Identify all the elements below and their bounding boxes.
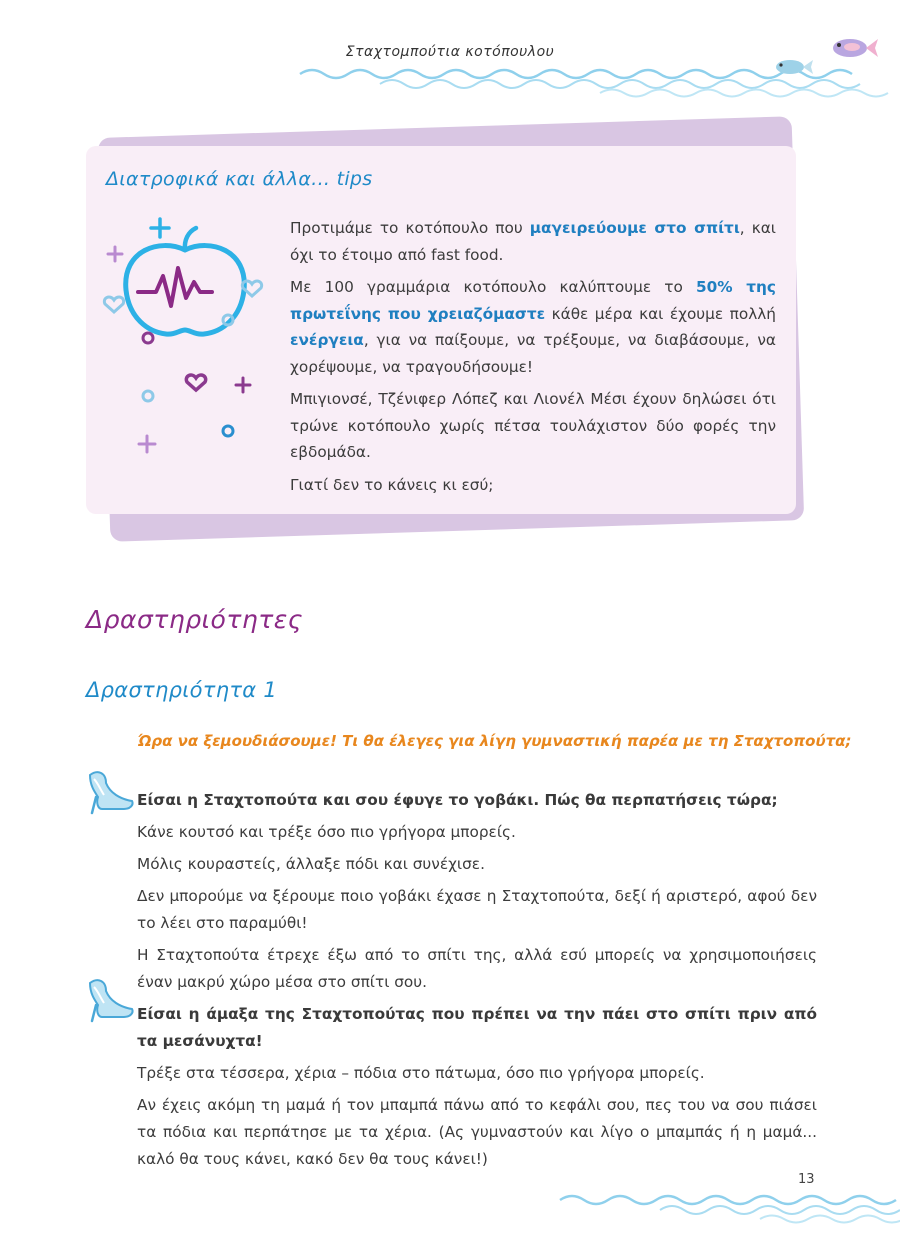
tips-paragraph-2: Με 100 γραμμάρια κοτόπουλο καλύπτουμε το 50% της πρωτεΐνης που χρειαζόμαστε κάθε μέρα και έχουμε πολλή ενέργεια, για να παίξουμε, να τρέξουμε, να διαβάσουμε, να χορέψουμε, να τραγουδήσουμε! xyxy=(290,278,777,376)
apple-heartbeat-icon xyxy=(100,210,270,470)
running-header: Σταχτομπούτια κοτόπουλου xyxy=(345,44,555,60)
glass-slipper-icon xyxy=(80,975,136,1025)
activity-paragraph: Κάνε κουτσό και τρέξε όσο πιο γρήγορα μπορείς. xyxy=(137,823,516,841)
page-number: 13 xyxy=(798,1172,815,1187)
activity-paragraph: Τρέξε στα τέσσερα, χέρια – πόδια στο πάτωμα, όσο πιο γρήγορα μπορείς. xyxy=(137,1064,705,1082)
fish-illustration-icon xyxy=(768,32,888,82)
section-title: Δραστηριότητες xyxy=(86,605,303,634)
tips-text xyxy=(290,215,776,504)
activity-title: Δραστηριότητα 1 xyxy=(86,678,278,702)
footer-wave-decoration xyxy=(0,1188,900,1228)
activity-paragraph: Μόλις κουραστείς, άλλαξε πόδι και συνέχισε. xyxy=(137,855,485,873)
tips-paragraph-4: Γιατί δεν το κάνεις κι εσύ; xyxy=(290,475,494,494)
activity-paragraph: Είσαι η άμαξα της Σταχτοπούτας που πρέπει να την πάει στο σπίτι πριν από τα μεσάνυχτα! xyxy=(137,1005,817,1050)
tips-paragraph-3: Μπιγιονσέ, Τζένιφερ Λόπεζ και Λιονέλ Μέσι έχουν δηλώσει ότι τρώνε κοτόπουλο χωρίς πέτσα τουλάχιστον δύο φορές την εβδομάδα. xyxy=(290,390,776,461)
activity-paragraph: Είσαι η Σταχτοπούτα και σου έφυγε το γοβάκι. Πώς θα περπατήσεις τώρα; xyxy=(137,791,778,809)
activity-body xyxy=(137,787,817,1178)
tips-title: Διατροφικά και άλλα... tips xyxy=(106,168,373,190)
activity-paragraph: Αν έχεις ακόμη τη μαμά ή τον μπαμπά πάνω από το κεφάλι σου, πες του να σου πιάσει τα πόδια και περπάτησε με τα χέρια. (Ας γυμναστούν και λίγο ο μπαμπάς ή η μαμά... καλό θα τους κάνει, κακό δεν θα τους κάνει!) xyxy=(137,1096,817,1168)
glass-slipper-icon xyxy=(80,767,136,817)
header-wave-decoration xyxy=(0,62,900,102)
activity-paragraph: Η Σταχτοπούτα έτρεχε έξω από το σπίτι της, αλλά εσύ μπορείς να χρησιμοποιήσεις έναν μακρύ χώρο μέσα στο σπίτι σου. xyxy=(137,946,817,991)
activity-intro: Ώρα να ξεμουδιάσουμε! Τι θα έλεγες για λίγη γυμναστική παρέα με τη Σταχτοπούτα; xyxy=(138,732,852,750)
activity-paragraph: Δεν μπορούμε να ξέρουμε ποιο γοβάκι έχασε η Σταχτοπούτα, δεξί ή αριστερό, αφού δεν το λέει στο παραμύθι! xyxy=(137,887,817,932)
tips-paragraph-1: Προτιμάμε το κοτόπουλο που μαγειρεύουμε στο σπίτι, και όχι το έτοιμο από fast food. xyxy=(290,219,776,264)
